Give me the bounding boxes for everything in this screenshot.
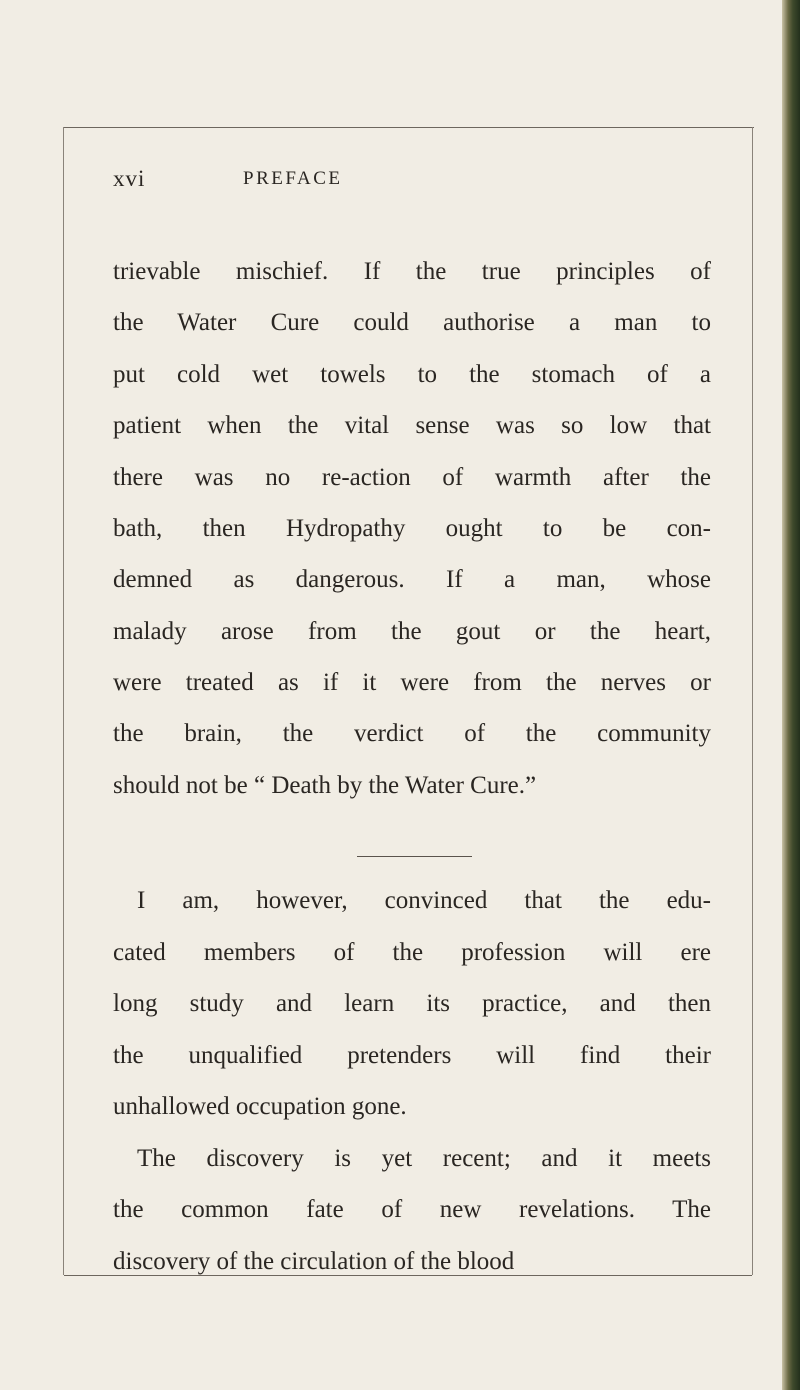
text-line: should not be “ Death by the Water Cure.” xyxy=(113,772,537,799)
running-head: PREFACE xyxy=(243,168,343,189)
text-line: the unqualified pretenders will find their xyxy=(113,1042,711,1069)
page-border-left xyxy=(63,127,64,1275)
text-line: the brain, the verdict of the community xyxy=(113,720,711,747)
text-line: the Water Cure could authorise a man to xyxy=(113,309,711,336)
text-line: patient when the vital sense was so low that xyxy=(113,412,711,439)
page-header xyxy=(113,166,633,196)
text-line: malady arose from the gout or the heart, xyxy=(113,618,711,645)
text-line: demned as dangerous. If a man, whose xyxy=(113,566,711,593)
text-line: trievable mischief. If the true principles of xyxy=(113,258,711,285)
text-line: unhallowed occupation gone. xyxy=(113,1093,407,1120)
text-line: bath, then Hydropathy ought to be con- xyxy=(113,515,711,542)
text-line: put cold wet towels to the stomach of a xyxy=(113,361,711,388)
page-number: xvi xyxy=(113,166,146,191)
text-line: I am, however, convinced that the edu- xyxy=(137,887,711,914)
text-line: discovery of the circulation of the blood xyxy=(113,1248,515,1275)
text-line: there was no re-action of warmth after the xyxy=(113,464,711,491)
page-border-right xyxy=(752,127,753,1275)
text-line: cated members of the profession will ere xyxy=(113,939,711,966)
text-line: long study and learn its practice, and then xyxy=(113,990,711,1017)
book-binding-edge xyxy=(782,0,800,1390)
section-divider xyxy=(357,856,472,857)
page-border-bottom xyxy=(64,1275,752,1276)
page-border-top xyxy=(64,127,754,128)
text-line: were treated as if it were from the nerves or xyxy=(113,669,711,696)
text-line: the common fate of new revelations. The xyxy=(113,1196,711,1223)
text-line: The discovery is yet recent; and it meets xyxy=(137,1145,711,1172)
